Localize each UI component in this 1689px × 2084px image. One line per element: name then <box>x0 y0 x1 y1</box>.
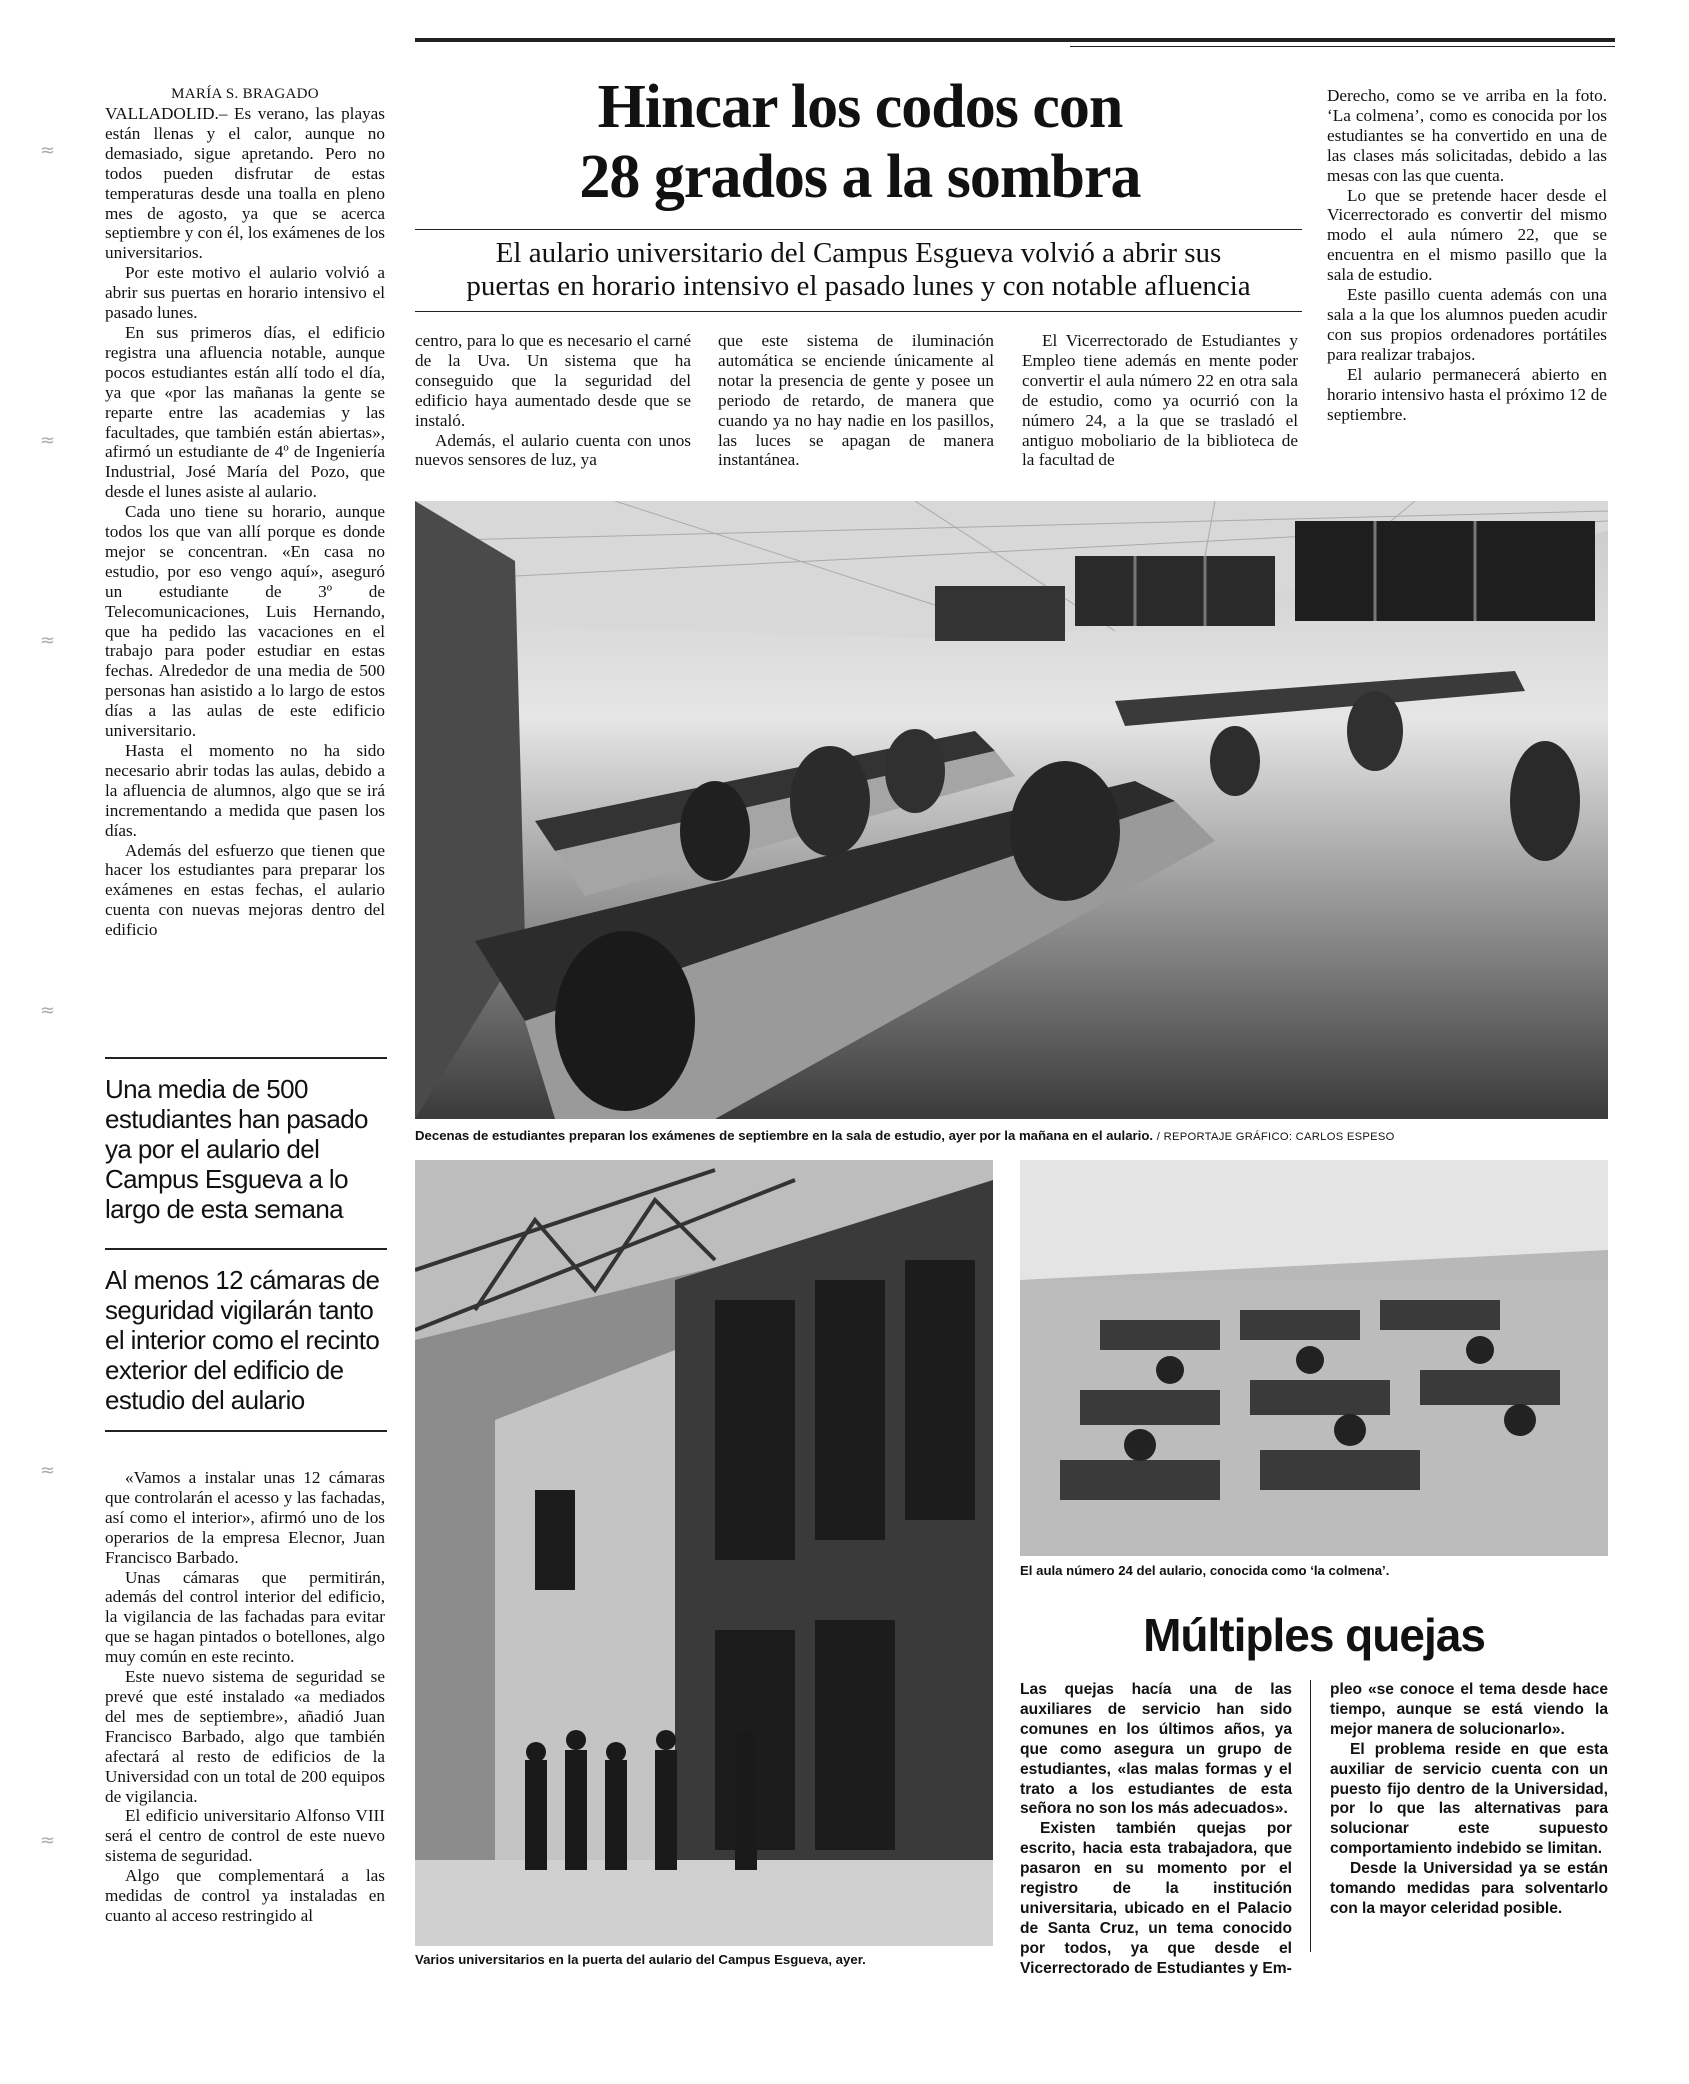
paragraph: pleo «se conoce el tema desde hace tiempo, aunque se está viendo la mejor manera de solucionarlo». <box>1330 1681 1608 1738</box>
column-1b <box>105 1468 385 1926</box>
caption-building: Varios universitarios en la puerta del aulario del Campus Esgueva, ayer. <box>415 1952 866 1967</box>
paragraph: En sus primeros días, el edificio registra una afluencia notable, aunque pocos estudiantes están allí todo el día, ya que «por las mañanas la gente se reparte entre las academias y las facultades, que también están abiertas», afirmó un estudiante de 4º de Ingeniería Industrial, José María del Pozo, que desde el lunes asiste al aulario. <box>105 322 385 502</box>
paragraph: centro, para lo que es necesario el carné de la Uva. Un sistema que ha conseguido que la seguridad del edificio haya aumentado desde que se instaló. <box>415 331 691 430</box>
paragraph: El edificio universitario Alfonso VIII será el centro de control de este nuevo sistema de seguridad. <box>105 1806 385 1866</box>
column-4 <box>1022 331 1298 470</box>
sidebar-column-2 <box>1330 1680 1608 1919</box>
headline-line-1: Hincar los codos con <box>597 73 1123 141</box>
colmena-illustration <box>1020 1160 1608 1556</box>
photo-credit: / REPORTAJE GRÁFICO: CARLOS ESPESO <box>1156 1131 1395 1143</box>
caption-text: Decenas de estudiantes preparan los exámenes de septiembre en la sala de estudio, ayer por la mañana en el aulario. <box>415 1128 1154 1143</box>
staple-mark-icon: ≈ <box>40 1830 56 1851</box>
column-2 <box>415 331 691 470</box>
caption-study-hall <box>415 1128 1395 1145</box>
sidebar-divider <box>1310 1680 1311 1952</box>
staple-mark-icon: ≈ <box>40 1460 56 1481</box>
photo-study-hall <box>415 501 1608 1119</box>
paragraph: Desde la Universidad ya se están tomando medidas para solventarlo con la mayor celeridad posible. <box>1330 1860 1608 1917</box>
staple-mark-icon: ≈ <box>40 430 56 451</box>
pullquote-rule <box>105 1430 387 1432</box>
sidebar-title: Múltiples quejas <box>1143 1609 1485 1661</box>
paragraph: Cada uno tiene su horario, aunque todos los que van allí porque es donde mejor se concentran. «En casa no estudio, por eso vengo aquí», aseguró un estudiante de 3º de Telecomunicaciones, Luis Hernando, que ha pedido las vacaciones en el trabajo para poder estudiar en estas fechas. Alrededor de una media de 500 personas han asistido a lo largo de estos días a las aulas de este edificio universitario. <box>105 502 385 741</box>
paragraph: Las quejas hacía una de las auxiliares de servicio han sido comunes en los últimos años, ya que como asegura un grupo de estudiantes, «las malas formas y el trato a los estudiantes de esta señora no son los más adecuados». <box>1020 1681 1292 1818</box>
paragraph: VALLADOLID.– Es verano, las playas están llenas y el calor, aunque no demasiado, sigue apretando. Pero no todos pueden disfrutar de estas temperaturas desde una toalla en pleno mes de agosto, ya que se acerca septiembre y con él, los exámenes de los universitarios. <box>105 104 385 263</box>
subhead <box>415 237 1302 303</box>
paragraph: Algo que complementará a las medidas de control ya instaladas en cuanto al acceso restringido al <box>105 1866 385 1925</box>
pullquote-2: Al menos 12 cámaras de seguridad vigilarán tanto el interior como el recinto exterior del edificio de estudio del aulario <box>105 1265 380 1415</box>
paragraph: «Vamos a instalar unas 12 cámaras que controlarán el acesso y las fachadas, así como el interior», afirmó uno de los operarios de la empresa Elecnor, Juan Francisco Barbado. <box>105 1468 385 1567</box>
paragraph: Además, el aulario cuenta con unos nuevos sensores de luz, ya <box>415 430 691 470</box>
study-hall-illustration <box>415 501 1608 1119</box>
paragraph: Además del esfuerzo que tienen que hacer los estudiantes para preparar los exámenes en estas fechas, el aulario cuenta con nuevas mejoras dentro del edificio <box>105 840 385 940</box>
paragraph: Hasta el momento no ha sido necesario abrir todas las aulas, debido a la afluencia de alumnos, algo que se irá incrementando a medida que pasen los días. <box>105 741 385 840</box>
paragraph: Derecho, como se ve arriba en la foto. ‘La colmena’, como es conocida por los estudiantes se ha convertido en una de las clases más solicitadas, debido a las mesas con las que cuenta. <box>1327 86 1607 185</box>
headline <box>415 72 1305 212</box>
paragraph: El Vicerrectorado de Estudiantes y Empleo tiene además en mente poder convertir el aula número 22 en otra sala de estudio, como ya ocurrió con la número 24, a la que se trasladó el antiguo moboliario de la biblioteca de la facultad de <box>1022 331 1298 470</box>
paragraph: Existen también quejas por escrito, hacia esta trabajadora, que pasaron en su momento por el registro de la institución universitaria, ubicado en el Palacio de Santa Cruz, un tema conocido por todos, ya que desde el Vicerrectorado de Estudiantes y Em- <box>1020 1820 1292 1977</box>
staple-mark-icon: ≈ <box>40 1000 56 1021</box>
paragraph: Por este motivo el aulario volvió a abrir sus puertas en horario intensivo el pasado lunes. <box>105 263 385 323</box>
photo-colmena <box>1020 1160 1608 1556</box>
pullquote-rule <box>105 1248 387 1250</box>
paragraph: El problema reside en que esta auxiliar de servicio cuenta con un puesto fijo dentro de la Universidad, por lo que las alternativas para solucionar este supuesto comportamiento indebido se limitan. <box>1330 1740 1608 1858</box>
column-3 <box>718 331 994 470</box>
staple-mark-icon: ≈ <box>40 630 56 651</box>
paragraph: Este nuevo sistema de seguridad se prevé que esté instalado «a mediados del mes de septiembre», añadió Juan Francisco Barbado, algo que también afectará al resto de edificios de la Universidad con un total de 200 equipos de vigilancia. <box>105 1667 385 1806</box>
building-illustration <box>415 1160 993 1946</box>
paragraph: Este pasillo cuenta además con una sala a la que los alumnos pueden acudir con sus propios ordenadores portátiles para realizar trabajos. <box>1327 285 1607 364</box>
column-5 <box>1327 86 1607 424</box>
photo-building-entrance <box>415 1160 993 1946</box>
top-rule-thin <box>1070 46 1615 47</box>
sidebar-column-1 <box>1020 1680 1292 1979</box>
pullquote-1: Una media de 500 estudiantes han pasado ya por el aulario del Campus Esgueva a lo largo de esta semana <box>105 1074 368 1224</box>
caption-colmena: El aula número 24 del aulario, conocida como ‘la colmena’. <box>1020 1563 1390 1578</box>
staple-mark-icon: ≈ <box>40 140 56 161</box>
headline-line-2: 28 grados a la sombra <box>579 143 1141 211</box>
paragraph: que este sistema de iluminación automática se enciende únicamente al notar la presencia de gente y posee un periodo de retardo, de manera que cuando ya no hay nadie en los pasillos, las luces se apagan de manera instantánea. <box>718 331 994 470</box>
paragraph: El aulario permanecerá abierto en horario intensivo hasta el próximo 12 de septiembre. <box>1327 364 1607 424</box>
subhead-rule-top <box>415 229 1302 230</box>
byline: MARÍA S. BRAGADO <box>171 86 319 102</box>
subhead-rule-bottom <box>415 311 1302 312</box>
subhead-line-2: puertas en horario intensivo el pasado lunes y con notable afluencia <box>466 270 1251 302</box>
column-1 <box>105 104 385 940</box>
paragraph: Lo que se pretende hacer desde el Vicerrectorado es convertir del mismo modo el aula número 22, que se encuentra en el mismo pasillo que la sala de estudio. <box>1327 185 1607 285</box>
subhead-line-1: El aulario universitario del Campus Esgueva volvió a abrir sus <box>495 237 1222 269</box>
top-rule <box>415 38 1615 42</box>
paragraph: Unas cámaras que permitirán, además del control interior del edificio, la vigilancia de las fachadas para evitar que se hagan pintados o botellones, algo muy común en este recinto. <box>105 1567 385 1667</box>
pullquote-rule <box>105 1057 387 1059</box>
